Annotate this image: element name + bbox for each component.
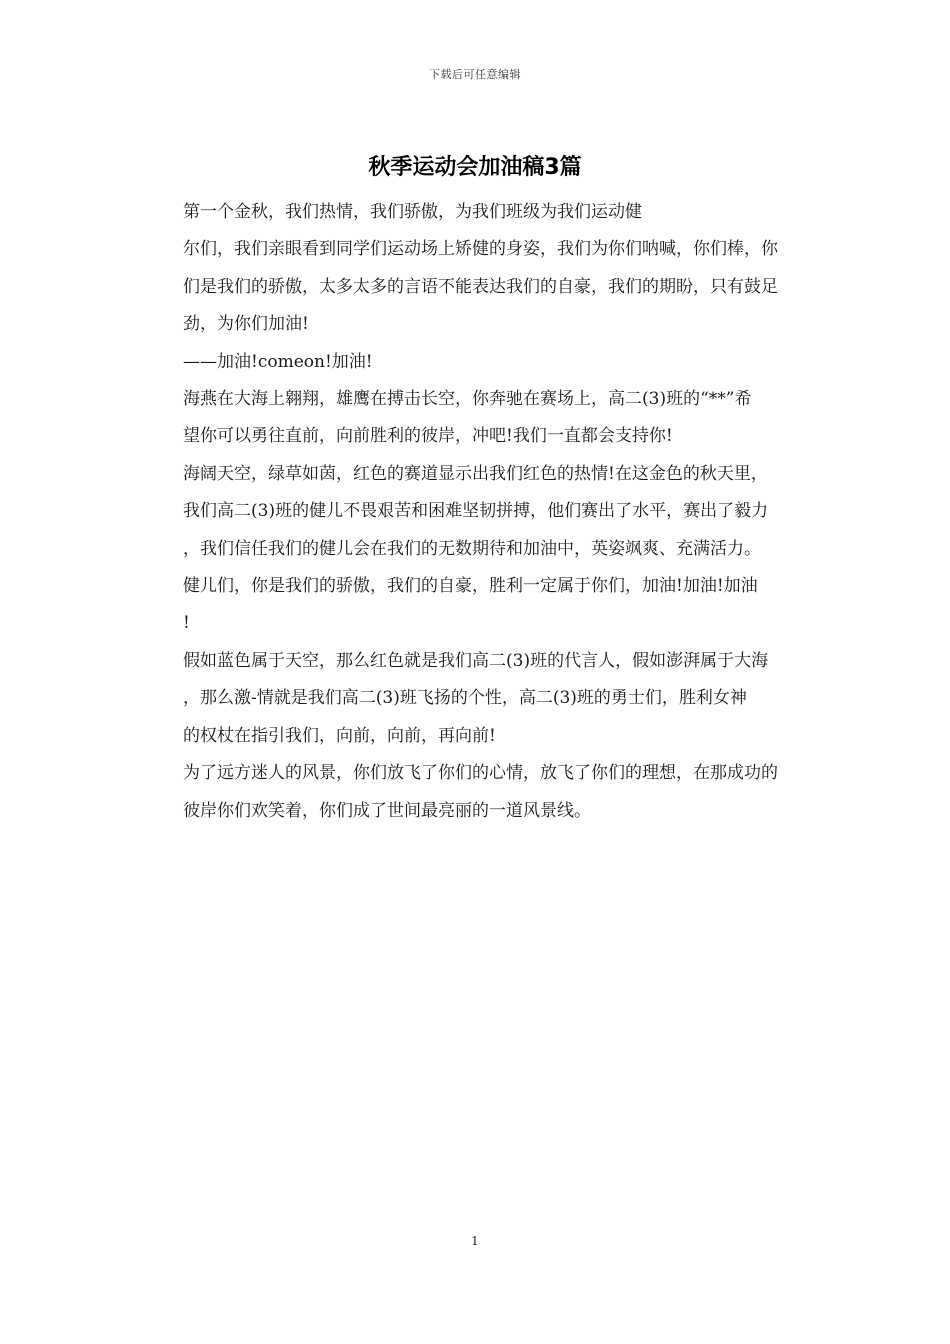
paragraph: ——加油!comeon!加油! <box>183 351 373 372</box>
paragraph: 劲，为你们加油! <box>183 314 309 335</box>
paragraph: 海燕在大海上翱翔，雄鹰在搏击长空，你奔驰在赛场上，高二(3)班的“**”希 <box>183 389 752 410</box>
page-number: 1 <box>471 1234 479 1248</box>
header-note: 下载后可任意编辑 <box>429 68 521 81</box>
paragraph: 尔们，我们亲眼看到同学们运动场上矫健的身姿，我们为你们呐喊，你们棒，你 <box>183 239 778 260</box>
paragraph: 海阔天空，绿草如茵，红色的赛道显示出我们红色的热情!在这金色的秋天里， <box>183 463 768 484</box>
paragraph: 们是我们的骄傲，太多太多的言语不能表达我们的自豪，我们的期盼，只有鼓足 <box>183 276 778 297</box>
paragraph: 为了远方迷人的风景，你们放飞了你们的心情，放飞了你们的理想，在那成功的 <box>183 763 778 784</box>
paragraph: ，我们信任我们的健儿会在我们的无数期待和加油中，英姿飒爽、充满活力。 <box>183 538 761 559</box>
paragraph: 假如蓝色属于天空，那么红色就是我们高二(3)班的代言人，假如澎湃属于大海 <box>183 650 769 671</box>
paragraph: ，那么激-情就是我们高二(3)班飞扬的个性，高二(3)班的勇士们，胜利女神 <box>183 688 747 709</box>
paragraph: 望你可以勇往直前，向前胜利的彼岸，冲吧!我们一直都会支持你! <box>183 426 673 447</box>
paragraph: 第一个金秋，我们热情，我们骄傲，为我们班级为我们运动健 <box>183 202 642 222</box>
paragraph: 彼岸你们欢笑着，你们成了世间最亮丽的一道风景线。 <box>183 800 591 821</box>
paragraph: ! <box>183 613 190 634</box>
paragraph: 我们高二(3)班的健儿不畏艰苦和困难坚韧拼搏，他们赛出了水平，赛出了毅力 <box>183 501 769 522</box>
document-title: 秋季运动会加油稿3篇 <box>368 155 582 180</box>
paragraph: 的权杖在指引我们，向前，向前，再向前! <box>183 725 496 746</box>
document-body <box>145 194 810 830</box>
paragraph: 健儿们，你是我们的骄傲，我们的自豪，胜利一定属于你们，加油!加油!加油 <box>183 576 758 597</box>
